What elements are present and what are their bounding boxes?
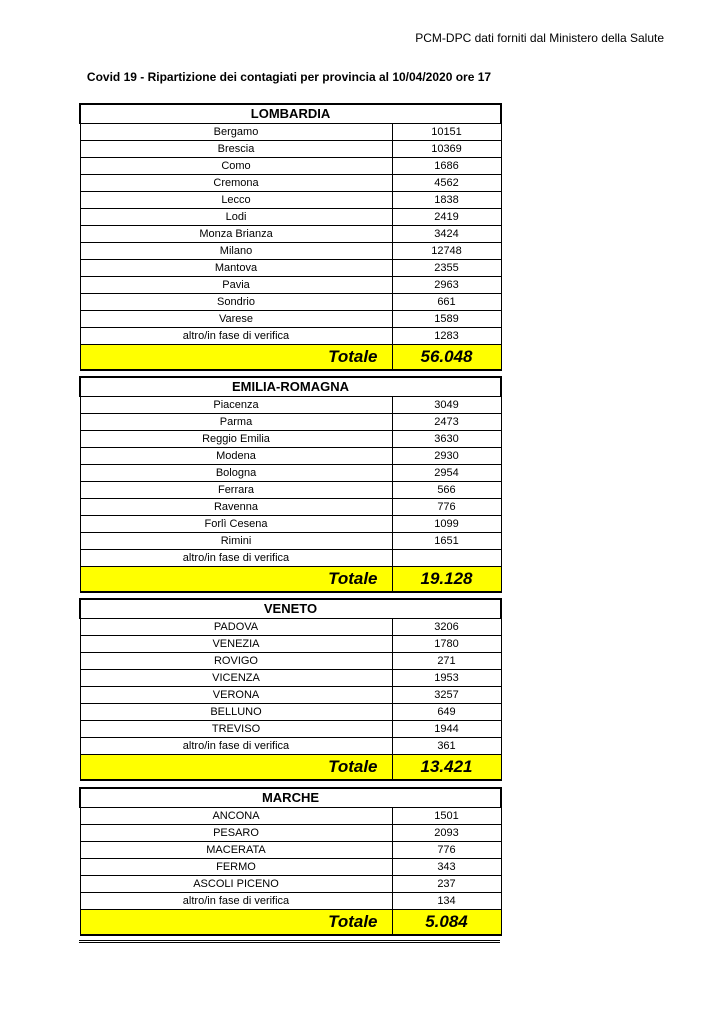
province-name: Pavia	[80, 277, 392, 294]
case-count: 2093	[392, 825, 501, 842]
table-row	[80, 687, 501, 704]
case-count: 3630	[392, 431, 501, 448]
region-table	[79, 103, 502, 371]
province-name: Ravenna	[80, 499, 392, 516]
region-name: LOMBARDIA	[80, 104, 501, 124]
province-name: Cremona	[80, 175, 392, 192]
document-title: Covid 19 - Ripartizione dei contagiati per provincia al 10/04/2020 ore 17	[86, 70, 492, 84]
table-row	[80, 550, 501, 567]
case-count: 2930	[392, 448, 501, 465]
case-count: 2963	[392, 277, 501, 294]
total-label: Totale	[80, 567, 392, 593]
case-count: 3424	[392, 226, 501, 243]
region-table	[79, 787, 502, 936]
region-name: MARCHE	[80, 788, 501, 808]
table-row	[80, 859, 501, 876]
case-count: 2419	[392, 209, 501, 226]
province-name: Como	[80, 158, 392, 175]
page-header: PCM-DPC dati forniti dal Ministero della Salute	[415, 31, 664, 45]
province-name: Monza Brianza	[80, 226, 392, 243]
total-value: 5.084	[392, 910, 501, 936]
case-count: 1283	[392, 328, 501, 345]
province-name: Varese	[80, 311, 392, 328]
table-row	[80, 124, 501, 141]
province-name: Rimini	[80, 533, 392, 550]
case-count: 10369	[392, 141, 501, 158]
table-row	[80, 893, 501, 910]
case-count: 1780	[392, 636, 501, 653]
bottom-rule	[79, 940, 500, 943]
case-count: 2954	[392, 465, 501, 482]
province-name: Sondrio	[80, 294, 392, 311]
table-row	[80, 311, 501, 328]
case-count: 1501	[392, 808, 501, 825]
province-name: Lecco	[80, 192, 392, 209]
case-count: 134	[392, 893, 501, 910]
table-row	[80, 209, 501, 226]
region-header-row	[80, 788, 501, 808]
table-row	[80, 277, 501, 294]
case-count: 776	[392, 499, 501, 516]
case-count	[392, 550, 501, 567]
province-name: Bologna	[80, 465, 392, 482]
case-count: 1953	[392, 670, 501, 687]
table-row	[80, 636, 501, 653]
case-count: 649	[392, 704, 501, 721]
table-row	[80, 465, 501, 482]
province-name: Modena	[80, 448, 392, 465]
table-row	[80, 653, 501, 670]
case-count: 3049	[392, 397, 501, 414]
table-row	[80, 158, 501, 175]
region-name: EMILIA-ROMAGNA	[80, 377, 501, 397]
province-name: VICENZA	[80, 670, 392, 687]
province-name: ASCOLI PICENO	[80, 876, 392, 893]
table-row	[80, 294, 501, 311]
case-count: 2355	[392, 260, 501, 277]
province-name: Reggio Emilia	[80, 431, 392, 448]
total-row	[80, 567, 501, 593]
table-row	[80, 499, 501, 516]
region-table	[79, 376, 502, 593]
table-row	[80, 175, 501, 192]
case-count: 361	[392, 738, 501, 755]
table-row	[80, 533, 501, 550]
total-row	[80, 345, 501, 371]
case-count: 271	[392, 653, 501, 670]
total-value: 13.421	[392, 755, 501, 781]
table-row	[80, 260, 501, 277]
table-row	[80, 808, 501, 825]
province-name: Milano	[80, 243, 392, 260]
total-label: Totale	[80, 910, 392, 936]
province-name: Parma	[80, 414, 392, 431]
province-name: Piacenza	[80, 397, 392, 414]
province-name: BELLUNO	[80, 704, 392, 721]
table-row	[80, 842, 501, 859]
province-name: VENEZIA	[80, 636, 392, 653]
table-row	[80, 431, 501, 448]
table-row	[80, 876, 501, 893]
table-row	[80, 414, 501, 431]
table-row	[80, 482, 501, 499]
table-row	[80, 192, 501, 209]
region-header-row	[80, 104, 501, 124]
province-name: Brescia	[80, 141, 392, 158]
case-count: 3257	[392, 687, 501, 704]
case-count: 776	[392, 842, 501, 859]
table-row	[80, 704, 501, 721]
total-label: Totale	[80, 345, 392, 371]
case-count: 1589	[392, 311, 501, 328]
province-name: VERONA	[80, 687, 392, 704]
table-row	[80, 328, 501, 345]
case-count: 1838	[392, 192, 501, 209]
table-row	[80, 738, 501, 755]
total-value: 19.128	[392, 567, 501, 593]
table-row	[80, 516, 501, 533]
table-row	[80, 243, 501, 260]
region-header-row	[80, 599, 501, 619]
case-count: 12748	[392, 243, 501, 260]
province-name: altro/in fase di verifica	[80, 893, 392, 910]
table-row	[80, 141, 501, 158]
table-row	[80, 721, 501, 738]
table-row	[80, 670, 501, 687]
province-name: ANCONA	[80, 808, 392, 825]
total-row	[80, 910, 501, 936]
region-name: VENETO	[80, 599, 501, 619]
region-table	[79, 598, 502, 781]
province-name: altro/in fase di verifica	[80, 550, 392, 567]
province-name: Bergamo	[80, 124, 392, 141]
province-name: PADOVA	[80, 619, 392, 636]
province-name: PESARO	[80, 825, 392, 842]
case-count: 4562	[392, 175, 501, 192]
region-header-row	[80, 377, 501, 397]
province-name: ROVIGO	[80, 653, 392, 670]
case-count: 10151	[392, 124, 501, 141]
total-value: 56.048	[392, 345, 501, 371]
case-count: 566	[392, 482, 501, 499]
table-row	[80, 825, 501, 842]
province-name: Forlì Cesena	[80, 516, 392, 533]
province-name: Mantova	[80, 260, 392, 277]
table-row	[80, 226, 501, 243]
province-name: altro/in fase di verifica	[80, 328, 392, 345]
total-row	[80, 755, 501, 781]
table-row	[80, 448, 501, 465]
total-label: Totale	[80, 755, 392, 781]
case-count: 1099	[392, 516, 501, 533]
province-name: FERMO	[80, 859, 392, 876]
province-name: Lodi	[80, 209, 392, 226]
table-row	[80, 397, 501, 414]
case-count: 661	[392, 294, 501, 311]
province-name: MACERATA	[80, 842, 392, 859]
case-count: 1651	[392, 533, 501, 550]
table-row	[80, 619, 501, 636]
case-count: 3206	[392, 619, 501, 636]
province-name: altro/in fase di verifica	[80, 738, 392, 755]
case-count: 1944	[392, 721, 501, 738]
case-count: 2473	[392, 414, 501, 431]
province-name: Ferrara	[80, 482, 392, 499]
case-count: 237	[392, 876, 501, 893]
case-count: 343	[392, 859, 501, 876]
case-count: 1686	[392, 158, 501, 175]
province-name: TREVISO	[80, 721, 392, 738]
